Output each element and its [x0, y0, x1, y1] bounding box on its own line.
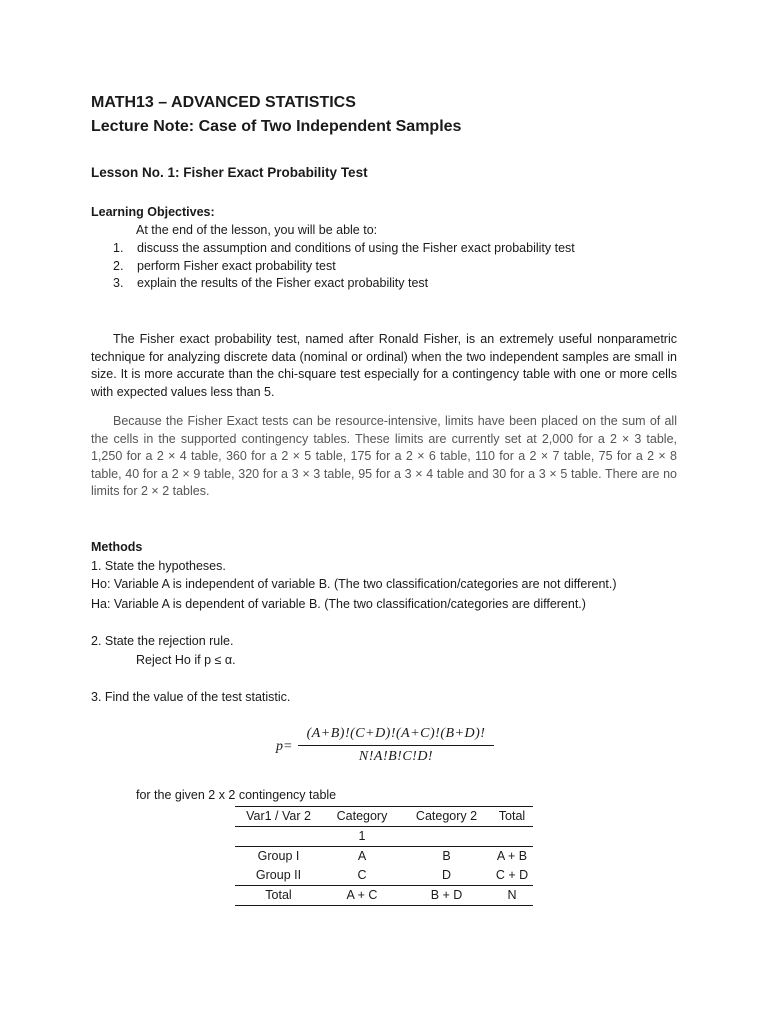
table-cell: A + C [322, 886, 402, 906]
methods-heading: Methods [91, 540, 143, 554]
objective-number: 2. [113, 258, 124, 273]
lecture-title: Lecture Note: Case of Two Independent Samples [91, 118, 462, 135]
formula-lhs: p= [276, 739, 293, 754]
alternative-hypothesis: Ha: Variable A is dependent of variable B. (The two classification/categories are different.) [91, 597, 586, 611]
header-total: Total [491, 807, 533, 827]
header-category-1: Category [322, 807, 402, 827]
header-category-2: Category 2 [402, 807, 491, 827]
table-cell: D [441, 868, 452, 882]
null-hypothesis: Ho: Variable A is independent of variable B. (The two classification/categories are not different.) [91, 577, 617, 591]
objective-text: explain the results of the Fisher exact probability test [137, 276, 429, 290]
formula-denominator: N!A!B!C!D! [358, 749, 434, 764]
table-caption: for the given 2 x 2 contingency table [136, 788, 337, 802]
table-cell: N [491, 886, 533, 906]
table-header-row [235, 807, 533, 827]
rejection-rule: Reject Ho if p ≤ α. [136, 653, 236, 667]
objective-number: 3. [113, 276, 124, 290]
objective-item [91, 258, 691, 276]
contingency-table [235, 806, 533, 906]
table-cell: A [357, 849, 367, 863]
objective-item [91, 275, 691, 293]
objectives-list [91, 240, 691, 293]
formula-numerator: (A+B)!(C+D)!(A+C)!(B+D)! [306, 726, 486, 741]
objective-item [91, 240, 691, 258]
limits-paragraph: Because the Fisher Exact tests can be resource-intensive, limits have been placed on the sum of all the cells in the supported contingency tables. These limits are currently set at 2,000 for a 2 × 3 table, 1,250 for a 2 × 4 table, 360 for a 2 × 5 table, 175 for a 2 × 6 table, 110 for a 2 × 7 table, 75 for a 2 × 8 table, 40 for a 2 × 9 table, 320 for a 3 × 3 table, 95 for a 3 × 4 table and 30 for a 3 × 5 table. There are no limits for 2 × 2 tables. [91, 414, 677, 499]
course-title: MATH13 – ADVANCED STATISTICS [91, 94, 356, 111]
formula-fraction [298, 726, 494, 765]
table-cell: C + D [495, 868, 529, 882]
table-row [235, 847, 533, 867]
table-cell: Group I [257, 849, 300, 863]
objectives-heading: Learning Objectives: [91, 205, 215, 219]
objectives-intro: At the end of the lesson, you will be able to: [136, 223, 378, 237]
step-1-text: 1. State the hypotheses. [91, 559, 226, 573]
table-header-row-cont [235, 827, 533, 847]
table-cell: Group II [255, 868, 302, 882]
table-row [235, 866, 533, 886]
table-cell: C [357, 868, 367, 882]
step-2-text: 2. State the rejection rule. [91, 634, 234, 648]
header-var: Var1 / Var 2 [235, 807, 322, 827]
lesson-title: Lesson No. 1: Fisher Exact Probability Test [91, 165, 368, 180]
intro-paragraph: The Fisher exact probability test, named after Ronald Fisher, is an extremely useful nonparametric technique for analyzing discrete data (nominal or ordinal) when the two independent samples are small in size. It is more accurate than the chi-square test especially for a contingency table with one or more cells with expected values less than 5. [91, 332, 677, 399]
objective-text: perform Fisher exact probability test [137, 258, 336, 273]
table-cell: B [442, 849, 451, 863]
objective-text: discuss the assumption and conditions of using the Fisher exact probability test [137, 241, 575, 255]
step-3-text: 3. Find the value of the test statistic. [91, 690, 291, 704]
table-total-row [235, 886, 533, 906]
header-category-1-cont: 1 [322, 827, 402, 847]
objective-number: 1. [113, 241, 124, 255]
table-cell: Total [235, 886, 322, 906]
table-cell: A + B [496, 849, 528, 863]
table-cell: B + D [402, 886, 491, 906]
